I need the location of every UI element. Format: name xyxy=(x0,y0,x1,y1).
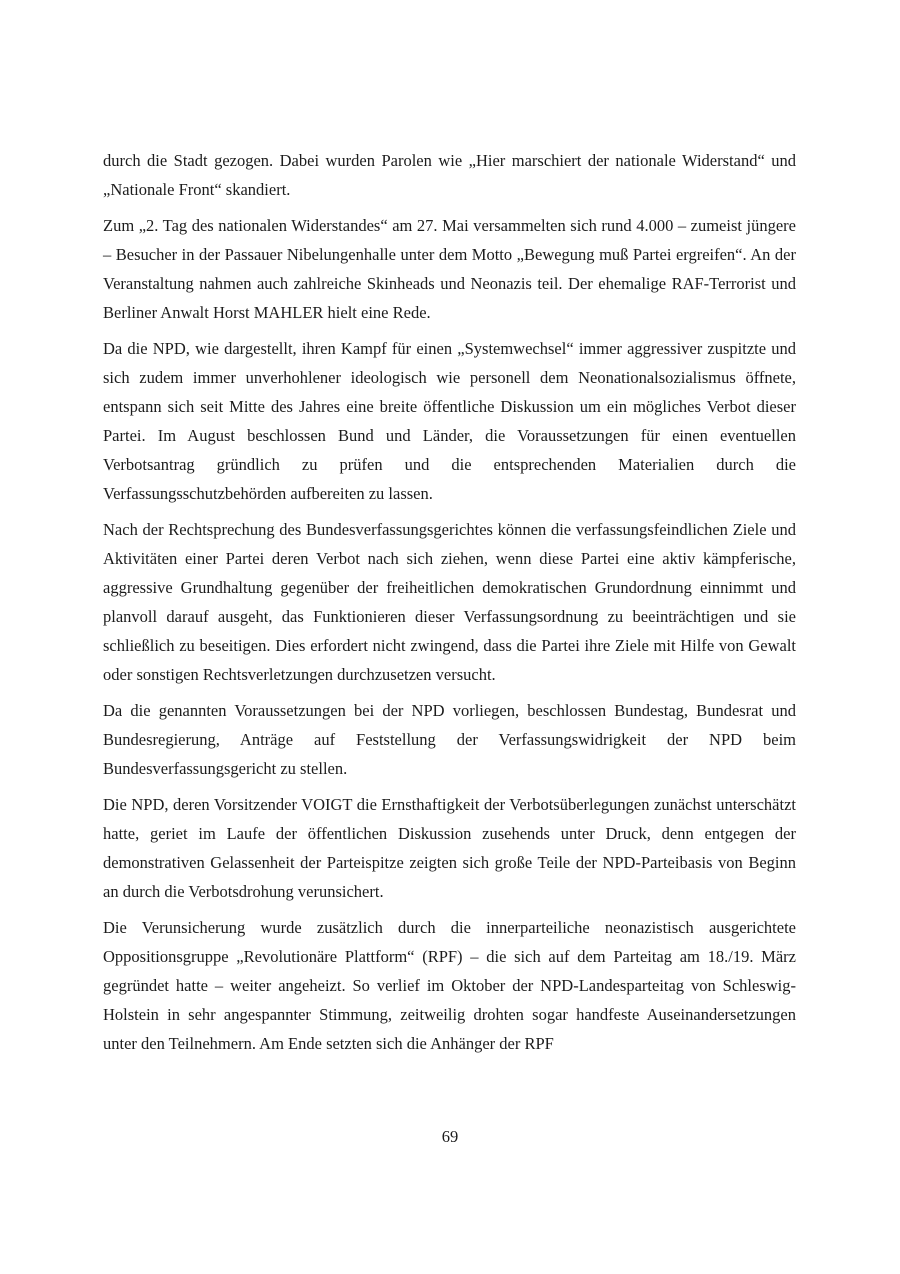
paragraph-5: Da die genannten Voraussetzungen bei der NPD vorliegen, beschlossen Bundestag, Bundesrat und Bundesregierung, Anträge auf Feststellung der Verfassungswidrigkeit der NPD beim Bundesverfassungsgericht zu stellen. xyxy=(103,701,796,778)
paragraph-6: Die NPD, deren Vorsitzender VOIGT die Ernsthaftigkeit der Verbotsüberlegungen zunächst unterschätzt hatte, geriet im Laufe der öffentlichen Diskussion zusehends unter Druck, denn entgegen der demonstrativen Gelassenheit der Parteispitze zeigten sich große Teile der NPD-Parteibasis von Beginn an durch die Verbotsdrohung verunsichert. xyxy=(103,795,796,901)
paragraph-3: Da die NPD, wie dargestellt, ihren Kampf für einen „Systemwechsel“ immer aggressiver zuspitzte und sich zudem immer unverhohlener ideologisch wie personell dem Neonationalsozialismus öffnete, entspann sich seit Mitte des Jahres eine breite öffentliche Diskussion um ein mögliches Verbot dieser Partei. Im August beschlossen Bund und Länder, die Voraussetzungen für einen eventuellen Verbotsantrag gründlich zu prüfen und die entsprechenden Materialien durch die Verfassungsschutzbehörden aufbereiten zu lassen. xyxy=(103,339,796,503)
paragraph-2: Zum „2. Tag des nationalen Widerstandes“ am 27. Mai versammelten sich rund 4.000 – zumeist jüngere – Besucher in der Passauer Nibelungenhalle unter dem Motto „Bewegung muß Partei ergreifen“. An der Veranstaltung nahmen auch zahlreiche Skinheads und Neonazis teil. Der ehemalige RAF-Terrorist und Berliner Anwalt Horst MAHLER hielt eine Rede. xyxy=(103,216,796,322)
paragraph-7: Die Verunsicherung wurde zusätzlich durch die innerparteiliche neonazistisch ausgerichtete Oppositionsgruppe „Revolutionäre Plattform“ (RPF) – die sich auf dem Parteitag am 18./19. März gegründet hatte – weiter angeheizt. So verlief im Oktober der NPD-Landesparteitag von Schleswig-Holstein in sehr angespannter Stimmung, zeitweilig drohten sogar handfeste Auseinandersetzungen unter den Teilnehmern. Am Ende setzten sich die Anhänger der RPF xyxy=(103,918,796,1053)
body-text xyxy=(103,146,796,1065)
paragraph-4: Nach der Rechtsprechung des Bundesverfassungsgerichtes können die verfassungsfeindlichen Ziele und Aktivitäten einer Partei deren Verbot nach sich ziehen, wenn diese Partei eine aktiv kämpferische, aggressive Grundhaltung gegenüber der freiheitlichen demokratischen Grundordnung einnimmt und planvoll darauf ausgeht, das Funktionieren dieser Verfassungsordnung zu beeinträchtigen und sie schließlich zu beseitigen. Dies erfordert nicht zwingend, dass die Partei ihre Ziele mit Hilfe von Gewalt oder sonstigen Rechtsverletzungen durchzusetzen versucht. xyxy=(103,520,796,684)
page-number: 69 xyxy=(441,1127,459,1146)
paragraph-1: durch die Stadt gezogen. Dabei wurden Parolen wie „Hier marschiert der nationale Widerstand“ und „Nationale Front“ skandiert. xyxy=(103,151,796,199)
